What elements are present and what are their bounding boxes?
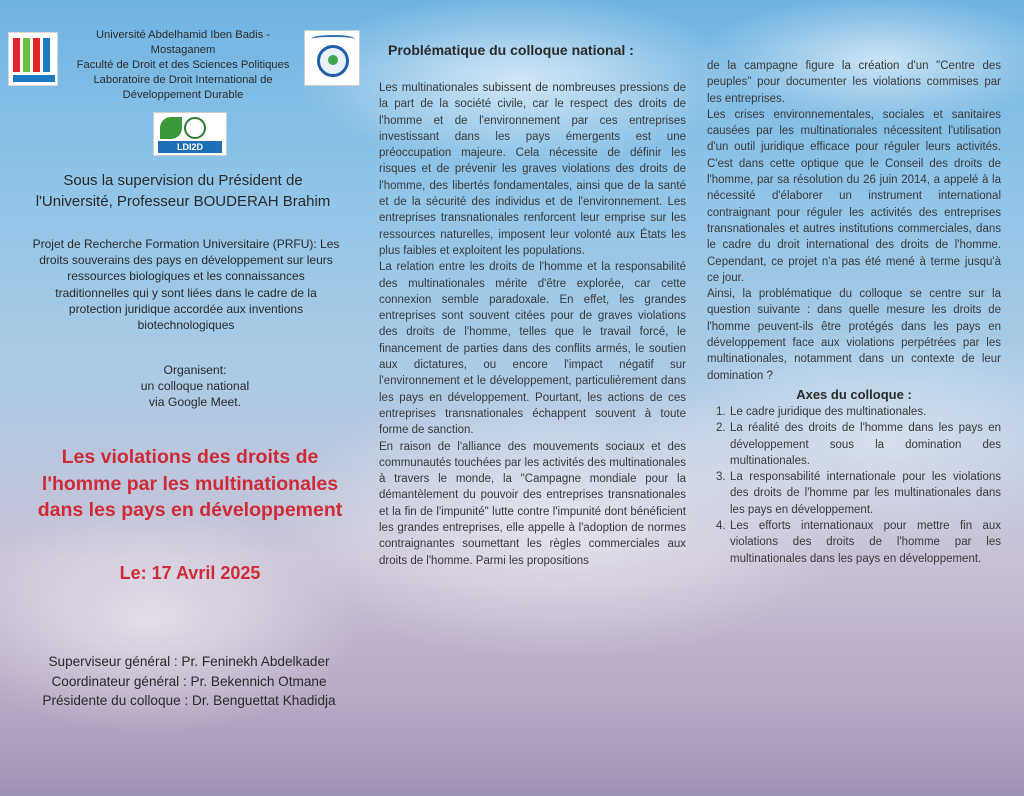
prfu-line: ressources biologiques et les connaissances xyxy=(67,269,305,284)
university-line: Faculté de Droit et des Sciences Politiques xyxy=(76,59,290,71)
problematique-paragraph: La relation entre les droits de l'homme et la responsabilité des multinationales mérite d'être explorée, car cette connexion semble paradoxale. En effet, les grandes entreprises sont souvent citées pour de graves violations des droits de l'homme, telles que le travail forcé, le financement de parties dans des conflits armés, le soutien aux dictatures, ou encore l'impact négatif sur l'environnement et le développement, particulièrement dans les pays en développement. Pourtant, les actions de ces entreprises transnationales échappent souvent à toute forme de sanction. xyxy=(379,261,686,437)
axis-item xyxy=(707,518,1001,567)
organisent-line: un colloque national xyxy=(140,379,250,394)
university-line: Laboratoire de Droit International de xyxy=(93,74,273,86)
organisent-line: Organisent: xyxy=(163,363,227,377)
right-paragraph: de la campagne figure la création d'un "Centre des peuples" pour documenter les violations commises par les entreprises. xyxy=(707,60,1001,105)
university-line: Développement Durable xyxy=(122,89,244,101)
right-paragraph: Ainsi, la problématique du colloque se centre sur la question suivante : dans quelle mesure les droits de l'homme peuvent-ils être protégés dans les pays en développement face aux violations perpétrées par les multinationales, notamment dans un contexte de leur domination ? xyxy=(707,288,1001,382)
problematique-body xyxy=(379,80,686,569)
prfu-line: biotechnologiques xyxy=(137,318,235,333)
credits-block xyxy=(6,652,372,711)
axis-number: 3. xyxy=(716,471,726,484)
problematique-paragraph: En raison de l'alliance des mouvements sociaux et des communautés touchées par les activités des multinationales à travers le monde, la "Campagne mondiale pour la démantèlement du pouvoir des entreprises transnationales et la fin de l'impunité" lutte contre l'impunité dont bénéficient les grandes entreprises, elle appelle à l'adoption de normes contraignantes soumettant les règles commerciales aux droits de l'homme. Parmi les propositions xyxy=(379,440,686,567)
prfu-line: traditionnelles qui y sont liées dans le cadre de la xyxy=(55,285,317,300)
axis-number: 1. xyxy=(716,405,726,418)
problematique-title: Problématique du colloque national : xyxy=(388,42,634,58)
colloquium-date: Le: 17 Avril 2025 xyxy=(119,563,261,583)
credit-line: Présidente du colloque : Dr. Benguettat Khadidja xyxy=(42,693,336,708)
axes-title: Axes du colloque : xyxy=(796,386,912,402)
title-line: Les violations des droits de xyxy=(61,446,319,468)
credit-line: Coordinateur général : Pr. Bekennich Otmane xyxy=(51,673,327,689)
axes-list xyxy=(707,404,1001,567)
axis-text: La réalité des droits de l'homme dans les pays en développement sous la domination des multinationales. xyxy=(730,422,1001,467)
axis-number: 2. xyxy=(716,422,726,435)
organisent-block xyxy=(0,362,390,411)
right-paragraph: Les crises environnementales, sociales et sanitaires causées par les multinationales nécessitent l'utilisation d'un outil juridique efficace pour réguler leurs activités. C'est dans cette optique que le Conseil des droits de l'homme, par sa résolution du 26 juin 2014, a appelé à la nécessité d'élaborer un instrument international contraignant pour réguler les activités des entreprises transnationales et autres institutions commerciales, dans le cadre du droit international des droits de l'homme. Cependant, ce projet n'a pas été mené à terme jusqu'à ce jour. xyxy=(707,108,1001,284)
supervision-line: Sous la supervision du Président de xyxy=(63,172,303,189)
organisent-line: via Google Meet. xyxy=(148,395,242,410)
problematique-paragraph: Les multinationales subissent de nombreuses pressions de la part de la société civile, car le respect des droits de l'homme et de l'environnement par ces entreprises investissant dans les pays émergents est une préoccupation majeure. Cela nécessite de définir les risques et de prévenir les graves violations des droits de l'homme, des libertés fondamentales, ainsi que de la santé et de la sécurité des individus et de l'environnement. Les entreprises transnationales renforcent leur emprise sur les ressources naturelles, imposent leur volonté aux États les plus faibles et exploitent les populations. xyxy=(379,82,686,257)
university-line: Mostaganem xyxy=(150,44,216,56)
axis-item xyxy=(707,404,1001,420)
university-header xyxy=(66,28,300,103)
title-line: dans les pays en développement xyxy=(37,499,343,521)
axis-item xyxy=(707,420,1001,469)
supervision-line: l'Université, Professeur BOUDERAH Brahim xyxy=(35,193,331,210)
university-logo xyxy=(8,32,58,86)
axis-text: La responsabilité internationale pour les violations des droits de l'homme par les multinationales dans les pays en développement. xyxy=(730,471,1001,516)
prfu-block xyxy=(12,236,360,333)
prfu-line: Projet de Recherche Formation Universitaire (PRFU): Les xyxy=(32,237,340,251)
colloquium-title xyxy=(0,444,380,524)
credit-line: Superviseur général : Pr. Feninekh Abdelkader xyxy=(48,654,330,669)
university-line: Université Abdelhamid Iben Badis - xyxy=(95,29,271,41)
title-line: l'homme par les multinationales xyxy=(41,472,339,495)
axis-number: 4. xyxy=(716,520,726,533)
axis-text: Les efforts internationaux pour mettre fin aux violations des droits de l'homme par les multinationales dans les pays en développement. xyxy=(730,520,1001,565)
ldi-logo-text: LDI2D xyxy=(158,141,222,153)
prfu-line: protection juridique accordée aux inventions xyxy=(68,301,304,316)
supervision-block xyxy=(0,170,366,212)
laboratory-logo xyxy=(304,30,360,86)
axis-text: Le cadre juridique des multinationales. xyxy=(730,405,927,418)
right-column xyxy=(707,58,1001,567)
axis-item xyxy=(707,469,1001,518)
ldi-logo xyxy=(153,112,227,156)
prfu-line: droits souverains des pays en développement sur leurs xyxy=(39,253,333,268)
